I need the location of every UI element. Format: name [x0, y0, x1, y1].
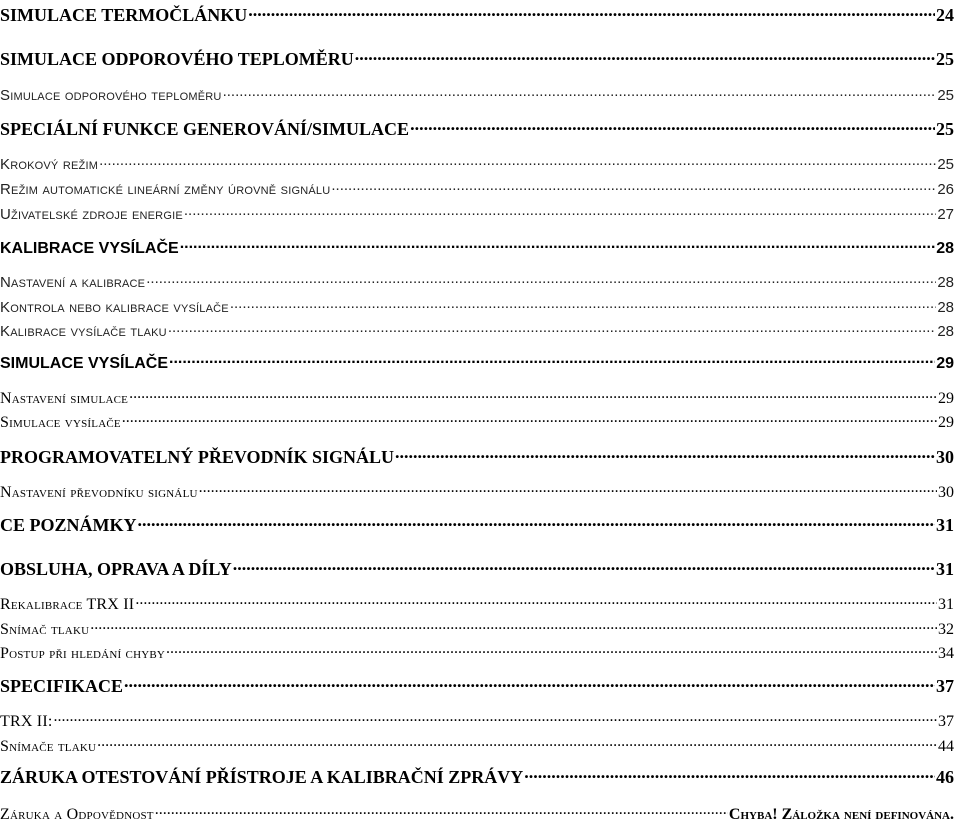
toc-entry-page-number: 30: [936, 447, 954, 467]
dot-leader: [124, 674, 935, 692]
toc-entry[interactable]: [0, 803, 954, 824]
toc-entry[interactable]: [0, 445, 954, 468]
toc-entry-title: Simulace odporového teploměru: [0, 87, 222, 104]
toc-entry-title: Snímač tlaku: [0, 621, 90, 638]
toc-entry-page-number: 28: [936, 240, 954, 257]
toc-entry-page-number: 25: [937, 156, 954, 173]
toc-entry[interactable]: [0, 47, 954, 70]
toc-entry-title: Rekalibrace TRX II: [0, 596, 135, 613]
toc-entry-title: Nastavení simulace: [0, 390, 129, 407]
dot-leader: [54, 710, 937, 726]
toc-entry-page-number: Chyba! Záložka není definována.: [728, 806, 954, 823]
toc-entry[interactable]: [0, 513, 954, 536]
toc-entry-title: ZÁRUKA OTESTOVÁNÍ PŘÍSTROJE A KALIBRAČNÍ ZPRÁVY: [0, 767, 524, 787]
toc-entry-title: TRX II:: [0, 713, 53, 730]
toc-entry-page-number: 44: [938, 738, 954, 755]
dot-leader: [138, 513, 936, 531]
toc-entry-page-number: 28: [937, 274, 954, 291]
toc-entry-page-number: 25: [936, 49, 954, 69]
dot-leader: [180, 235, 936, 253]
dot-leader: [155, 803, 728, 819]
toc-entry-title: Nastavení a kalibrace: [0, 274, 146, 291]
dot-leader: [524, 765, 935, 783]
toc-entry-title: Uživatelské zdroje energie: [0, 206, 183, 223]
dot-leader: [90, 618, 937, 634]
toc-entry-page-number: 25: [936, 119, 954, 139]
toc-entry-title: PROGRAMOVATELNÝ PŘEVODNÍK SIGNÁLU: [0, 447, 395, 467]
toc-entry[interactable]: [0, 296, 954, 316]
toc-entry-page-number: 31: [936, 515, 954, 535]
toc-entry[interactable]: [0, 3, 954, 26]
toc-entry-page-number: 29: [936, 355, 954, 372]
dot-leader: [223, 84, 937, 100]
toc-entry[interactable]: [0, 481, 954, 502]
dot-leader: [233, 557, 935, 575]
dot-leader: [129, 387, 937, 403]
toc-entry-title: Postup při hledání chyby: [0, 645, 166, 662]
toc-entry-title: SPECIÁLNÍ FUNKCE GENEROVÁNÍ/SIMULACE: [0, 119, 410, 139]
dot-leader: [395, 445, 935, 463]
toc-entry-title: Kontrola nebo kalibrace vysílače: [0, 299, 229, 316]
toc-entry-page-number: 27: [937, 206, 954, 223]
dot-leader: [184, 203, 936, 219]
toc-entry[interactable]: [0, 203, 954, 223]
toc-entry-title: OBSLUHA, OPRAVA A DÍLY: [0, 559, 232, 579]
dot-leader: [135, 593, 937, 609]
toc-entry[interactable]: [0, 178, 954, 198]
dot-leader: [97, 735, 937, 751]
toc-entry[interactable]: [0, 320, 954, 340]
toc-entry-page-number: 34: [938, 645, 954, 662]
toc-entry-page-number: 46: [936, 767, 954, 787]
toc-entry[interactable]: [0, 557, 954, 580]
toc-entry-title: Snímače tlaku: [0, 738, 97, 755]
dot-leader: [410, 117, 935, 135]
toc-entry-title: Nastavení převodníku signálu: [0, 484, 198, 501]
dot-leader: [166, 642, 937, 658]
toc-entry[interactable]: [0, 84, 954, 104]
toc-entry[interactable]: [0, 117, 954, 140]
toc-entry[interactable]: [0, 593, 954, 614]
toc-entry-title: Kalibrace vysílače tlaku: [0, 323, 167, 340]
toc-entry-title: CE POZNÁMKY: [0, 515, 137, 535]
toc-entry-page-number: 37: [938, 713, 954, 730]
dot-leader: [248, 3, 935, 21]
toc-entry-page-number: 24: [936, 5, 954, 25]
toc-entry-page-number: 37: [936, 676, 954, 696]
toc-entry-title: Simulace vysílače: [0, 414, 121, 431]
toc-entry[interactable]: [0, 765, 954, 788]
toc-entry[interactable]: [0, 235, 954, 258]
toc-entry-title: Záruka a Odpovědnost: [0, 806, 154, 823]
toc-entry-page-number: 31: [936, 559, 954, 579]
toc-entry[interactable]: [0, 387, 954, 408]
toc-entry-page-number: 26: [937, 181, 954, 198]
toc-entry-title: SIMULACE VYSÍLAČE: [0, 355, 169, 372]
dot-leader: [146, 271, 936, 287]
dot-leader: [331, 178, 936, 194]
toc-entry-title: Krokový režim: [0, 156, 99, 173]
toc-entry-page-number: 29: [938, 414, 954, 431]
toc-entry-title: Režim automatické lineární změny úrovně signálu: [0, 181, 331, 198]
dot-leader: [168, 320, 937, 336]
toc-entry[interactable]: [0, 350, 954, 373]
toc-entry[interactable]: [0, 642, 954, 663]
toc-entry[interactable]: [0, 411, 954, 432]
toc-entry-page-number: 28: [937, 323, 954, 340]
toc-entry-title: KALIBRACE VYSÍLAČE: [0, 240, 179, 257]
toc-entry[interactable]: [0, 735, 954, 756]
dot-leader: [355, 47, 935, 65]
toc-entry[interactable]: [0, 710, 954, 731]
dot-leader: [199, 481, 937, 497]
toc-entry-page-number: 32: [938, 621, 954, 638]
toc-entry-page-number: 29: [938, 390, 954, 407]
toc-entry-title: SIMULACE ODPOROVÉHO TEPLOMĚRU: [0, 49, 354, 69]
toc-entry-page-number: 25: [937, 87, 954, 104]
dot-leader: [99, 153, 936, 169]
dot-leader: [230, 296, 937, 312]
toc-entry[interactable]: [0, 674, 954, 697]
toc-entry-page-number: 28: [937, 299, 954, 316]
toc-entry-page-number: 31: [938, 596, 954, 613]
toc-entry-title: SPECIFIKACE: [0, 676, 124, 696]
toc-entry[interactable]: [0, 618, 954, 639]
toc-entry-title: SIMULACE TERMOČLÁNKU: [0, 5, 248, 25]
toc-entry-page-number: 30: [938, 484, 954, 501]
dot-leader: [122, 411, 937, 427]
toc-entry[interactable]: [0, 153, 954, 173]
toc-entry[interactable]: [0, 271, 954, 291]
dot-leader: [169, 350, 935, 368]
